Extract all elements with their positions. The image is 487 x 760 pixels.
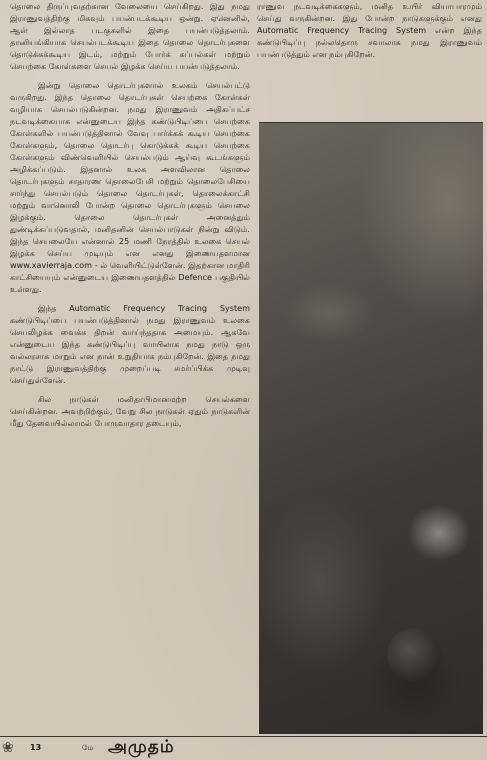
ornament-icon: ❀ [2,740,14,756]
page-number: 13 [30,743,42,752]
article-paragraph-3: இந்த Automatic Frequency Tracing System கண்டுபிடிப்பை பயன்படுத்தினால் நமது இராணுவம் உலகை செயலிழக்க வைக்க திறன் வாய்ந்ததாக அமையும். ஆகவே என்னுடைய இந்த கண்டுபிடிப்பு வாயிலாக நமது நாடு ஒரு வல்லரசாக மாறும் என நான் உறுதியாக நம்புகிறேன். இதை நமது நாட்டு இராணுவத்திற்கு முறைப்படி சமர்ப்பிக்க முடிவு செய்துள்ளேன். [10,303,250,385]
photo-detail [387,628,441,682]
magazine-name: அமுதம் [108,737,175,757]
right-column-text [257,0,482,118]
left-column-text [10,0,250,735]
article-paragraph-right: ராணுவ நடவடிக்கைகளும், மனித உயிர் வியாபாரமும் செய்து வருகின்றன. இது போன்ற நாடுகளுக்கும் எனது Automatic Frequency Tracing System என்ற இந்த கண்டுபிடிப்பு நல்லதொரு சவாலாக நமது இராணுவம் பயன்படுத்தும் என நம்புகிறேன். [257,1,482,59]
article-paragraph-4: சில நாடுகள் மனிதாபிமானமற்ற செயல்களை செய்கின்றன. அவற்றிற்கும், வேறு சில நாடுகள் ஏதும் நாடுகளின் மீது தேவையில்லாமல் போருவாதார தடையும், [10,394,250,428]
article-paragraph-1: தொலை திருப்புவதற்கான வேலையை செய்கிறது. இது நமது இராணுவத்திற்கு மிகவும் பயன்படக்கூடிய ஒன்று. ஏனெனில், ஆள் இல்லாத படகுகளில் இதை பயன்படுத்தலாம். தானியங்கியாக செயல்படக்கூடிய இதை தொலை தொடர்புகளை தொடுக்கக்கூடிய இடம், மற்றும் போர்க் கப்பல்கள் மற்றும் செயற்கை கோள்களை செயல் இழக்க செய்ய பயன்படுத்தலாம். [10,1,250,71]
issue-month: மே [82,743,94,752]
article-photo [259,122,483,734]
footer-divider [0,736,487,737]
page-footer [0,736,487,760]
article-paragraph-2: இன்று தொலை தொடர்புகளால் உலகம் செயல்பட்டு வருகிறது. இந்த தொலை தொடர்புகள் செயற்கை கோள்கள் வழியாக செயல்படுகின்றன. நமது இராணுவம் அதிகப்பட்ச நடவடிக்கையாக என்னுடைய இந்த கண்டுபிடிப்பை செயற்கை கோள்களில் பயன்படுத்தினால் வேவு பார்க்கக் கூடிய செயற்கை கோள்களும், தொலை தொடர்பு கொடுக்கக் கூடிய செயற்கை கோள்களும் விண்வெளியில் செயல்படும் ஆய்வு கூடங்களும் அழிக்கப்படும். இதனால் உலக அளவிலான தொலை தொடர்புகளும் சாதாரண தொலைபேசி மற்றும் தொலைபேசியை சார்ந்து செயல்படும் தொலை தொடர்புகள், தொலைக்காட்சி மற்றும் வானொலி போன்ற தொலை தொடர்புகளும் செயலை இழக்கும். தொலை தொடர்புகள் அனைத்தும் துண்டிக்கப்படுவதால், மனிதனின் செயல்பாடுகள் நின்று விடும். இந்த செயலையே என்னால் 25 மணி நேரத்தில் உலகை செயல் இழக்க செய்ய முடியும் என எனது இணையதளமான www.xavierraja.com - ல் வெளியிட்டுள்ளேன். இதற்கான மாதிரி காட்சியையும் என்னுடைய இணையதளத்தில் Defence பகுதியில் உள்ளது. [10,80,250,294]
